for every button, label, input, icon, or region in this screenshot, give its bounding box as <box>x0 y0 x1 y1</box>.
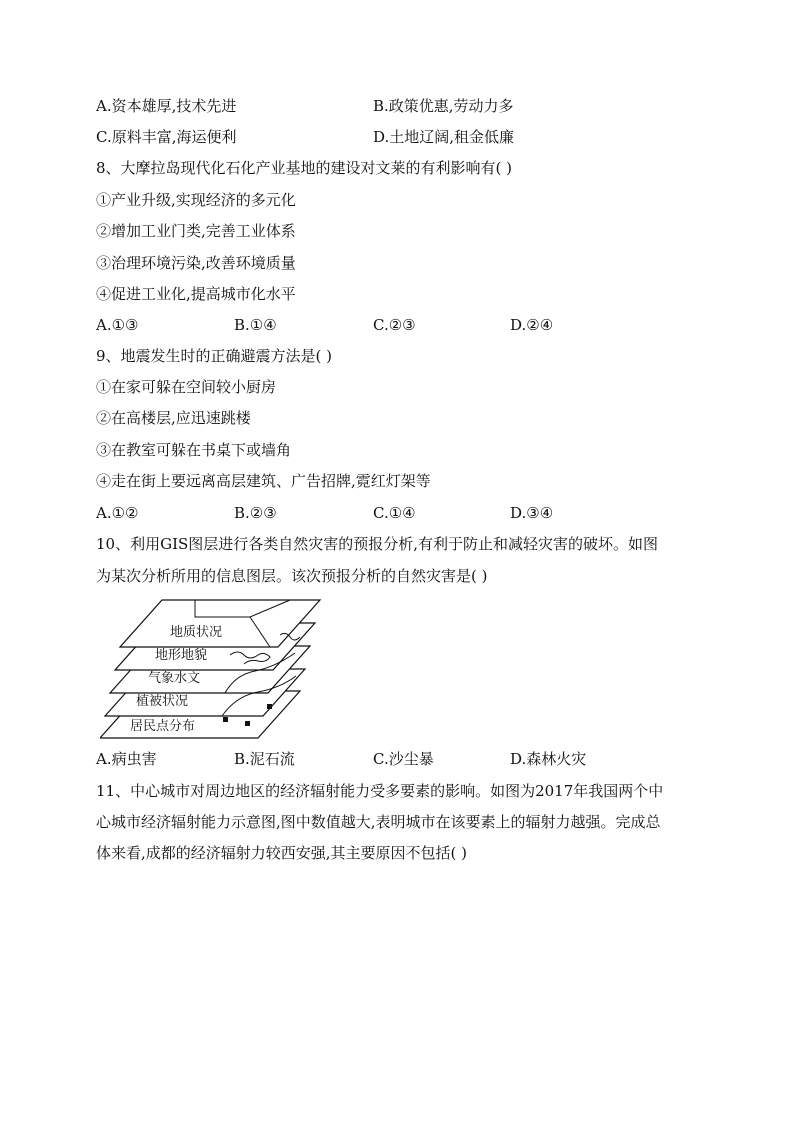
q10-option-b: B.泥石流 <box>234 750 295 768</box>
q8-item-1: ①产业升级,实现经济的多元化 <box>96 191 296 209</box>
q7-option-d: D.土地辽阔,租金低廉 <box>373 128 515 146</box>
q9-item-3: ③在教室可躲在书桌下或墙角 <box>96 441 292 459</box>
label-vegetation: 植被状况 <box>136 694 189 709</box>
q8-option-a: A.①③ <box>96 316 139 334</box>
q9-item-1: ①在家可躲在空间较小厨房 <box>96 378 277 396</box>
label-terrain: 地形地貌 <box>155 648 208 663</box>
q9-option-c: C.①④ <box>373 504 416 522</box>
settlement-marker <box>245 721 250 726</box>
settlement-marker <box>223 717 228 722</box>
q8-option-d: D.②④ <box>510 316 554 334</box>
q9-option-d: D.③④ <box>510 504 554 522</box>
q7-option-b: B.政策优惠,劳动力多 <box>373 97 514 115</box>
q11-stem-line1: 11、中心城市对周边地区的经济辐射能力受多要素的影响。如图为2017年我国两个中 <box>96 782 664 800</box>
q8-item-4: ④促进工业化,提高城市化水平 <box>96 285 296 303</box>
q10-option-a: A.病虫害 <box>96 750 157 768</box>
q8-stem: 8、大摩拉岛现代化石化产业基地的建设对文莱的有利影响有( ) <box>96 159 513 177</box>
q9-option-b: B.②③ <box>234 504 277 522</box>
q8-option-b: B.①④ <box>234 316 277 334</box>
gis-layers-diagram <box>100 595 330 745</box>
q8-item-3: ③治理环境污染,改善环境质量 <box>96 254 296 272</box>
q10-stem-line2: 为某次分析所用的信息图层。该次预报分析的自然灾害是( ) <box>96 567 488 585</box>
q9-option-a: A.①② <box>96 504 139 522</box>
q11-stem-line3: 体来看,成都的经济辐射力较西安强,其主要原因不包括( ) <box>96 844 468 862</box>
label-geology: 地质状况 <box>170 625 223 640</box>
q9-item-2: ②在高楼层,应迅速跳楼 <box>96 409 251 427</box>
q9-stem: 9、地震发生时的正确避震方法是( ) <box>96 347 333 365</box>
q10-stem-line1: 10、利用GIS图层进行各类自然灾害的预报分析,有利于防止和减轻灾害的破坏。如图 <box>96 535 659 553</box>
q10-option-d: D.森林火灾 <box>510 750 587 768</box>
q8-item-2: ②增加工业门类,完善工业体系 <box>96 222 296 240</box>
q7-option-c: C.原料丰富,海运便利 <box>96 128 237 146</box>
q9-item-4: ④走在街上要远离高层建筑、广告招牌,霓红灯架等 <box>96 472 431 490</box>
label-residential: 居民点分布 <box>130 719 196 734</box>
label-climate: 气象水文 <box>148 671 201 686</box>
q11-stem-line2: 心城市经济辐射能力示意图,图中数值越大,表明城市在该要素上的辐射力越强。完成总 <box>96 813 661 831</box>
q10-option-c: C.沙尘暴 <box>373 750 434 768</box>
q7-option-a: A.资本雄厚,技术先进 <box>96 97 237 115</box>
settlement-marker <box>267 704 272 709</box>
q8-option-c: C.②③ <box>373 316 416 334</box>
